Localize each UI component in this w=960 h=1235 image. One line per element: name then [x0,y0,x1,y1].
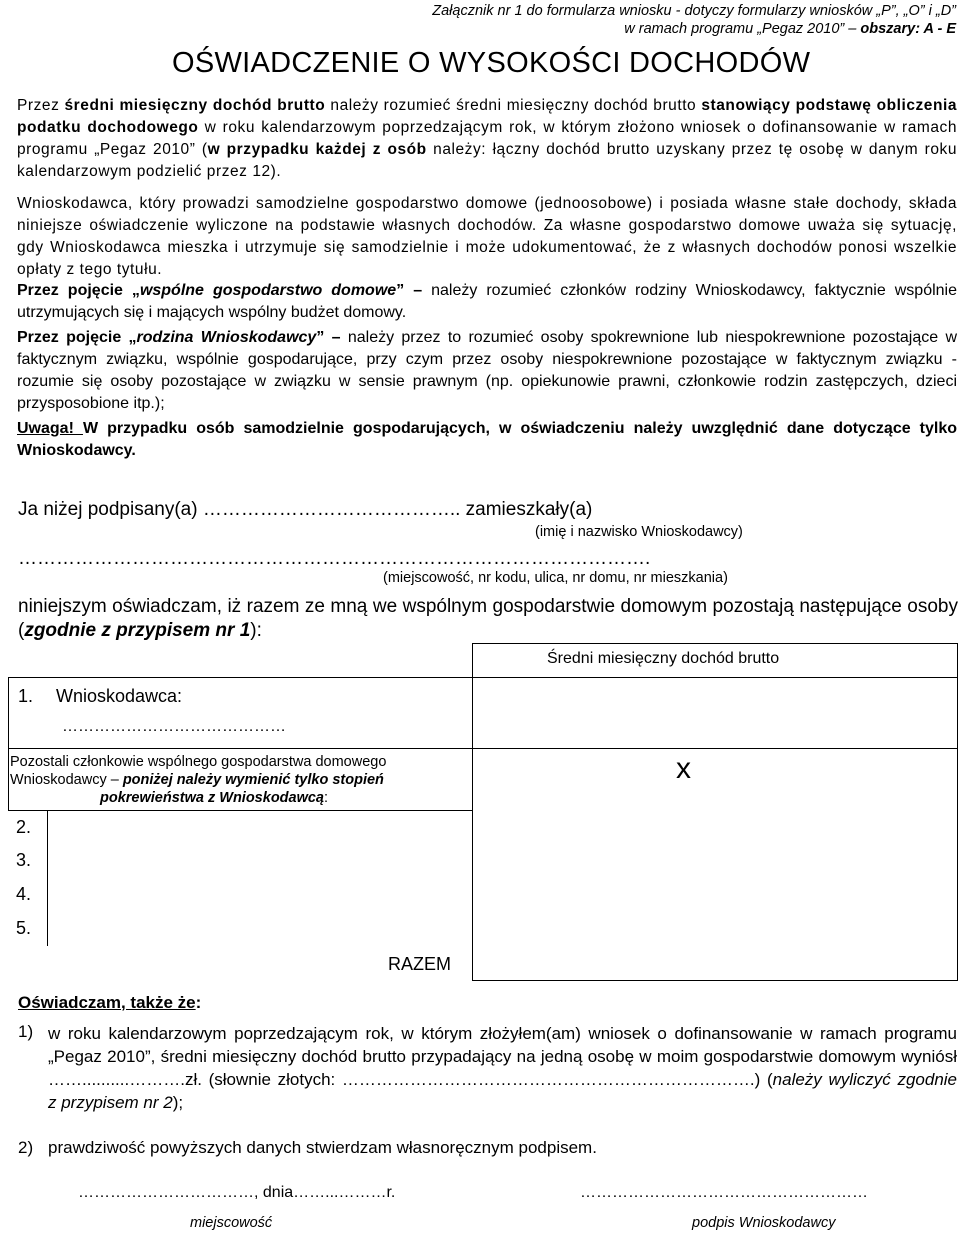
definition-paragraph: Przez średni miesięczny dochód brutto należy rozumieć średni miesięczny dochód brutto stanowiący podstawę obliczenia podatku dochodowego w roku kalendarzowym poprzedzającym rok, w którym złożono wniosek o dofinansowanie w ramach programu „Pegaz 2010” (w przypadku każdej z osób należy: łączny dochód brutto uzyskany przez tę osobę w danym roku kalendarzowym podzielić przez 12). [17,97,958,180]
applicant-dots: …………………………………… [62,718,286,735]
place-label: miejscowość [190,1215,273,1231]
name-line: Ja niżej podpisany(a) ………………………………….. zamieszkały(a) [18,499,593,520]
row-number: 2. [16,817,32,837]
common-household-paragraph: Przez pojęcie „wspólne gospodarstwo domowe” – należy rozumieć członków rodziny Wnioskodawcy, faktycznie wspólnie utrzymujących się i mających wspólny budżet domowy. [17,282,957,321]
signature-line: ……………………………………………… [580,1184,868,1201]
place-date-line: ……………………………, dnia……...………r. [78,1184,396,1201]
total-label: RAZEM [388,954,451,974]
table-border [8,748,957,749]
table-border [47,810,48,946]
table-border [8,810,472,811]
other-members-label: Pozostali członkowie wspólnego gospodarstwa domowego Wnioskodawcy – poniżej należy wymienić tylko stopień pokrewieństwa z Wnioskodawcą: [10,754,387,806]
address-hint: (miejscowość, nr kodu, ulica, nr domu, nr mieszkania) [383,570,728,586]
attachment-header-line2: w ramach programu „Pegaz 2010” – obszary: A - E [624,21,956,37]
income-per-person-statement: w roku kalendarzowym poprzedzającym rok, w którym złożyłem(am) wniosek o dofinansowanie w ramach programu „Pegaz 2010”, średni miesięczny dochód brutto przypadający na jedną osobę w moim gospodarstwie domowym wyniósł ……..........……….zł. (słownie złotych: ……………………………………………………………….) (należy wyliczyć zgodnie z przypisem nr 2); [48,1024,958,1112]
table-border [8,677,9,810]
additional-declaration-heading: Oświadczam, także że: [18,993,202,1012]
household-declaration: niniejszym oświadczam, iż razem ze mną we wspólnym gospodarstwie domowym pozostają następujące osoby (zgodnie z przypisem nr 1): [18,596,958,641]
family-definition-paragraph: Przez pojęcie „rodzina Wnioskodawcy” – należy przez to rozumieć osoby spokrewnione lub niespokrewnione pozostające w faktycznym związku, wspólnie gospodarujące, przy czym przez osoby niespokrewnione pozostające w faktycznym związku - rozumie się osoby pozostające w związku w sensie prawnym (np. opiekunowie prawni, członkowie rodzin zastępczych, dzieci przysposobione itp.); [17,329,957,412]
item-number: 1) [18,1022,34,1041]
signature-label: podpis Wnioskodawcy [692,1215,836,1231]
applicant-label: Wnioskodawca: [56,686,183,706]
table-border [957,643,958,981]
row-number: 1. [18,686,34,706]
attachment-header-line1: Załącznik nr 1 do formularza wniosku - dotyczy formularzy wniosków „P”, „O” i „D” [432,3,956,19]
item-number: 2) [18,1138,34,1157]
income-column-header: Średni miesięczny dochód brutto [547,650,780,667]
address-line: ………………………………………………………………………………………. [18,548,651,569]
table-border [472,980,957,981]
row-number: 3. [16,850,32,870]
name-hint: (imię i nazwisko Wnioskodawcy) [535,524,743,540]
table-border [8,677,957,678]
table-border [472,643,473,981]
warning-paragraph: Uwaga! W przypadku osób samodzielnie gospodarujących, w oświadczeniu należy uwzględnić dane dotyczące tylko Wnioskodawcy. [17,420,958,459]
not-applicable-mark: x [676,752,691,785]
attachment-header [432,2,956,38]
table-border [472,643,957,644]
row-number: 4. [16,884,32,904]
document-title: OŚWIADCZENIE O WYSOKOŚCI DOCHODÓW [172,47,811,79]
own-household-paragraph: Wnioskodawca, który prowadzi samodzielne gospodarstwo domowe (jednoosobowe) i posiada własne stałe dochody, składa niniejsze oświadczenie wyliczone na podstawie własnych dochodów. Za własne gospodarstwo domowe uważa się sytuację, gdy Wnioskodawca mieszka i utrzymuje się samodzielnie i może udokumentować, że z własnych dochodów ponosi wszelkie opłaty z tego tytułu. [17,195,957,278]
truthfulness-statement: prawdziwość powyższych danych stwierdzam własnoręcznym podpisem. [48,1138,597,1157]
row-number: 5. [16,918,32,938]
